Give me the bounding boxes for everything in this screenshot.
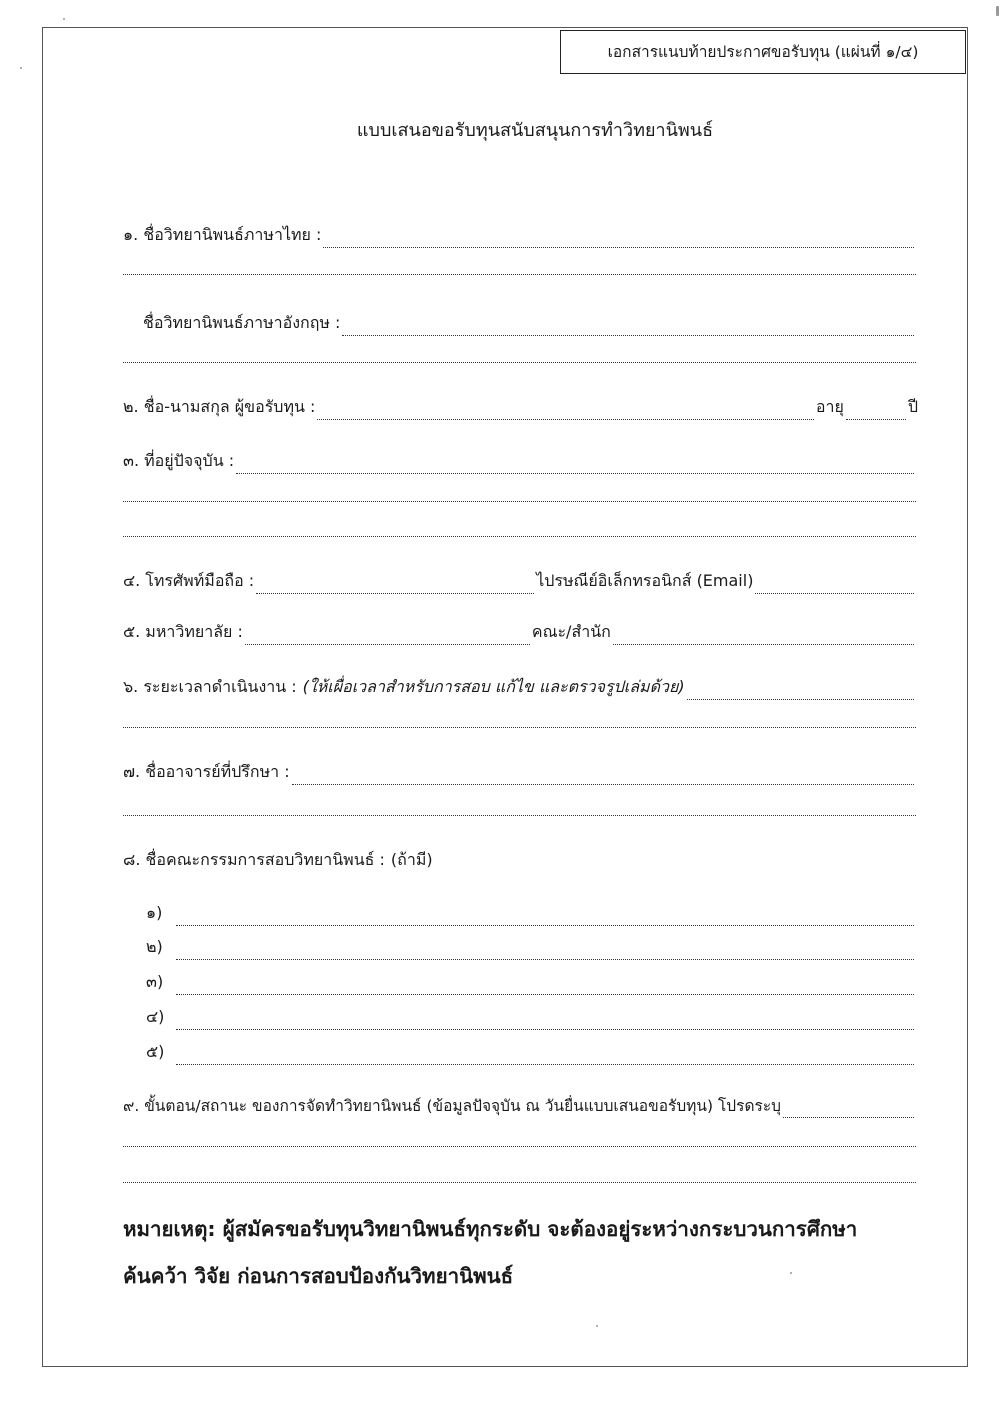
- committee-item: [146, 1039, 916, 1065]
- name-input[interactable]: [317, 400, 813, 420]
- faculty-input[interactable]: [613, 625, 914, 645]
- thesis-en-line-2[interactable]: [123, 362, 916, 363]
- field-thesis-th: [123, 222, 916, 248]
- field-duration-label: ๖. ระยะเวลาดำเนินงาน :: [123, 677, 297, 696]
- field-phone-label: ๔. โทรศัพท์มือถือ :: [123, 571, 255, 590]
- university-input[interactable]: [245, 625, 530, 645]
- address-line-3[interactable]: [123, 536, 916, 537]
- duration-line-2[interactable]: [123, 727, 916, 728]
- field-committee: [123, 847, 916, 873]
- duration-hint: (ให้เผื่อเวลาสำหรับการสอบ แก้ไข และตรวจรูปเล่มด้วย): [302, 677, 685, 696]
- address-line-2[interactable]: [123, 501, 916, 502]
- note-line-1: หมายเหตุ: ผู้สมัครขอรับทุนวิทยานิพนธ์ทุกระดับ จะต้องอยู่ระหว่างกระบวนการศึกษา: [123, 1217, 858, 1241]
- address-input[interactable]: [236, 454, 914, 474]
- committee-item: [146, 934, 916, 960]
- age-unit-label: ปี: [907, 397, 918, 416]
- age-label: อายุ: [815, 397, 844, 416]
- committee-item-number: ๑): [146, 903, 163, 922]
- field-duration: [123, 674, 916, 700]
- field-status-label: ๙. ขั้นตอน/สถานะ ของการจัดทำวิทยานิพนธ์ (ข้อมูลปัจจุบัน ณ วันยื่นแบบเสนอขอรับทุน) โปรดระบุ: [123, 1097, 781, 1115]
- field-address: [123, 448, 916, 474]
- scan-speck: [596, 1325, 598, 1327]
- advisor-input[interactable]: [292, 765, 914, 785]
- field-university-faculty: [123, 619, 916, 645]
- committee-item-number: ๓): [146, 972, 164, 991]
- status-input[interactable]: [783, 1098, 914, 1118]
- committee-item: [146, 900, 916, 926]
- committee-input-4[interactable]: [176, 1010, 914, 1030]
- committee-item-number: ๔): [146, 1007, 165, 1026]
- scan-speck: [790, 1272, 792, 1274]
- field-faculty-label: คณะ/สำนัก: [531, 622, 611, 641]
- field-thesis-th-label: ๑. ชื่อวิทยานิพนธ์ภาษาไทย :: [123, 225, 322, 244]
- phone-input[interactable]: [256, 574, 534, 594]
- thesis-th-input[interactable]: [323, 228, 914, 248]
- field-thesis-en: [143, 310, 916, 336]
- form-title: แบบเสนอขอรับทุนสนับสนุนการทำวิทยานิพนธ์: [356, 120, 714, 141]
- note-line-2: ค้นคว้า วิจัย ก่อนการสอบป้องกันวิทยานิพนธ์: [123, 1264, 514, 1288]
- email-input[interactable]: [755, 574, 914, 594]
- field-status: [123, 1092, 916, 1118]
- committee-input-1[interactable]: [176, 906, 914, 926]
- field-advisor: [123, 759, 916, 785]
- duration-input[interactable]: [687, 680, 914, 700]
- thesis-th-line-2[interactable]: [123, 274, 916, 275]
- scan-speck: [63, 18, 65, 20]
- status-line-2[interactable]: [123, 1146, 916, 1147]
- thesis-en-input[interactable]: [342, 316, 914, 336]
- status-line-3[interactable]: [123, 1182, 916, 1183]
- field-phone-email: [123, 568, 916, 594]
- age-input[interactable]: [846, 400, 906, 420]
- scan-speck: [996, 6, 999, 16]
- field-name: [123, 394, 918, 420]
- field-thesis-en-label: ชื่อวิทยานิพนธ์ภาษาอังกฤษ :: [143, 313, 341, 332]
- committee-input-2[interactable]: [176, 940, 914, 960]
- scan-speck: [20, 67, 22, 69]
- committee-hint: (ถ้ามี): [390, 850, 433, 869]
- field-name-label: ๒. ชื่อ-นามสกุล ผู้ขอรับทุน :: [123, 397, 316, 416]
- committee-item: [146, 969, 916, 995]
- committee-item: [146, 1004, 916, 1030]
- field-committee-label: ๘. ชื่อคณะกรรมการสอบวิทยานิพนธ์ :: [123, 850, 385, 869]
- committee-item-number: ๒): [146, 937, 163, 956]
- field-advisor-label: ๗. ชื่ออาจารย์ที่ปรึกษา :: [123, 762, 290, 781]
- field-address-label: ๓. ที่อยู่ปัจจุบัน :: [123, 451, 235, 470]
- committee-input-5[interactable]: [176, 1045, 914, 1065]
- field-university-label: ๕. มหาวิทยาลัย :: [123, 622, 243, 641]
- committee-input-3[interactable]: [176, 975, 914, 995]
- advisor-line-2[interactable]: [123, 815, 916, 816]
- field-email-label: ไปรษณีย์อิเล็กทรอนิกส์ (Email): [536, 571, 754, 590]
- committee-item-number: ๕): [146, 1042, 165, 1061]
- attachment-tag: เอกสารแนบท้ายประกาศขอรับทุน (แผ่นที่ ๑/๔): [560, 30, 966, 74]
